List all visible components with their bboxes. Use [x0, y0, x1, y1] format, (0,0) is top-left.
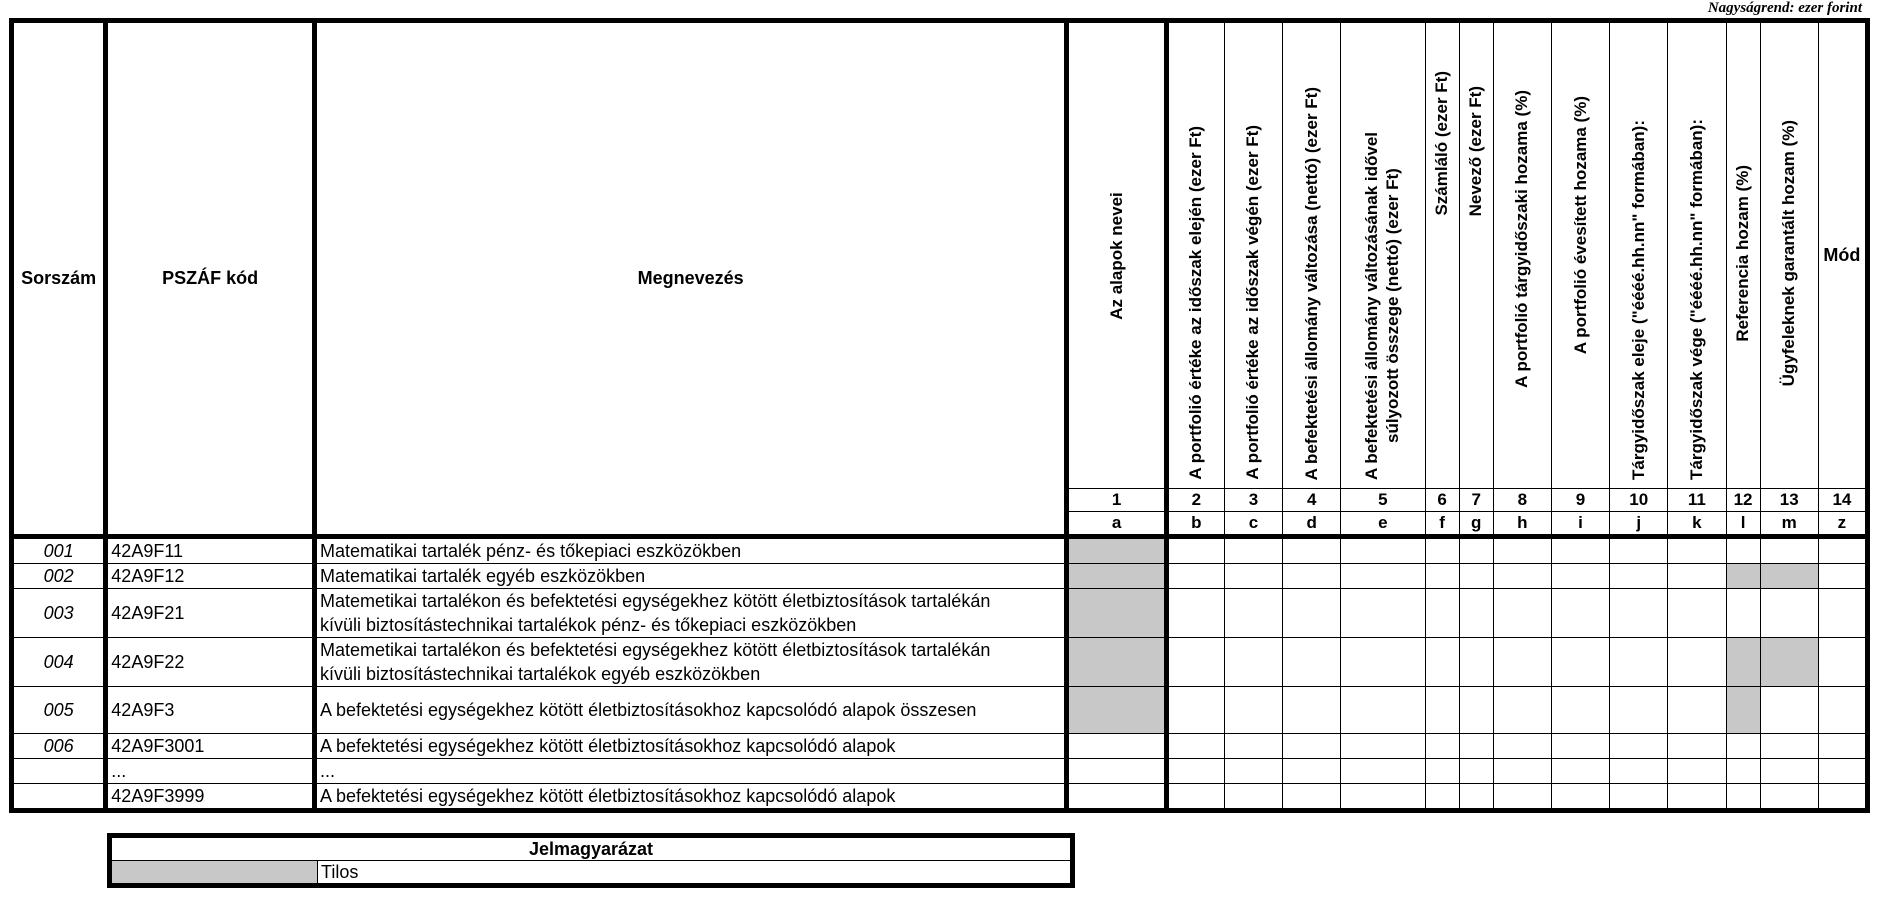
cell-input[interactable] [1224, 734, 1282, 759]
cell-input[interactable] [1610, 564, 1668, 589]
row-nev: ... [314, 759, 1066, 784]
header-col-2: A portfolió értéke az időszak elején (ezer Ft) [1166, 21, 1224, 489]
cell-input[interactable] [1726, 537, 1760, 564]
cell-input[interactable] [1818, 589, 1867, 638]
header-col-13: Ügyfeleknek garantált hozam (%) [1760, 21, 1818, 489]
header-col-7: Nevező (ezer Ft) [1459, 21, 1493, 489]
cell-input[interactable] [1551, 589, 1609, 638]
cell-input[interactable] [1493, 784, 1551, 811]
cell-input[interactable] [1818, 784, 1867, 811]
row-sorszam: 002 [12, 564, 106, 589]
cell-input[interactable] [1610, 687, 1668, 734]
header-col-9: A portfolió évesített hozama (%) [1551, 21, 1609, 489]
cell-input[interactable] [1818, 537, 1867, 564]
cell-input[interactable] [1224, 638, 1282, 687]
cell-input[interactable] [1668, 759, 1726, 784]
col-num-12: 12 [1726, 489, 1760, 512]
cell-input[interactable] [1224, 537, 1282, 564]
cell-input[interactable] [1283, 564, 1341, 589]
row-nev: Matemetikai tartalékon és befektetési egységekhez kötött életbiztosítások tartalékán kívüli biztosítástechnikai tartalékok pénz- és tőkepiaci eszközökben [314, 589, 1066, 638]
cell-input[interactable] [1166, 589, 1224, 638]
header-col-1: Az alapok nevei [1067, 21, 1166, 489]
header-row [12, 21, 1868, 489]
cell-input[interactable] [1459, 537, 1493, 564]
col-letter-8: h [1493, 512, 1551, 537]
row-kod: 42A9F11 [106, 537, 315, 564]
cell-input[interactable] [1760, 589, 1818, 638]
cell-input[interactable] [1067, 784, 1166, 811]
cell-input[interactable] [1551, 564, 1609, 589]
col-letter-4: d [1283, 512, 1341, 537]
cell-input[interactable] [1283, 784, 1341, 811]
row-nev: Matemetikai tartalékon és befektetési egységekhez kötött életbiztosítások tartalékán kívüli biztosítástechnikai tartalékok egyéb eszközökben [314, 638, 1066, 687]
cell-input[interactable] [1668, 638, 1726, 687]
cell-input[interactable] [1493, 537, 1551, 564]
header-sorszam: Sorszám [12, 21, 106, 537]
table-row [12, 687, 1868, 734]
cell-input[interactable] [1610, 537, 1668, 564]
cell-input[interactable] [1760, 784, 1818, 811]
row-kod: 42A9F21 [106, 589, 315, 638]
cell-input[interactable] [1341, 759, 1425, 784]
cell-input[interactable] [1551, 687, 1609, 734]
row-nev: Matematikai tartalék egyéb eszközökben [314, 564, 1066, 589]
cell-input[interactable] [1493, 734, 1551, 759]
cell-input[interactable] [1610, 638, 1668, 687]
col-num-4: 4 [1283, 489, 1341, 512]
row-kod: 42A9F3001 [106, 734, 315, 759]
col-num-6: 6 [1425, 489, 1459, 512]
col-num-3: 3 [1224, 489, 1282, 512]
cell-forbidden [1726, 638, 1760, 687]
header-col-3: A portfolió értéke az időszak végén (ezer Ft) [1224, 21, 1282, 489]
cell-input[interactable] [1493, 564, 1551, 589]
col-letter-7: g [1459, 512, 1493, 537]
col-num-7: 7 [1459, 489, 1493, 512]
col-letter-3: c [1224, 512, 1282, 537]
cell-input[interactable] [1493, 759, 1551, 784]
header-col-6: Számláló (ezer Ft) [1425, 21, 1459, 489]
cell-input[interactable] [1224, 687, 1282, 734]
cell-input[interactable] [1459, 638, 1493, 687]
cell-input[interactable] [1425, 734, 1459, 759]
cell-forbidden [1067, 638, 1166, 687]
header-col-5: A befektetési állomány változásának idővel súlyozott összege (nettó) (ezer Ft) [1341, 21, 1425, 489]
col-num-2: 2 [1166, 489, 1224, 512]
row-nev: A befektetési egységekhez kötött életbiztosításokhoz kapcsolódó alapok összesen [314, 687, 1066, 734]
legend-item-label: Tilos [318, 861, 1073, 886]
cell-input[interactable] [1726, 784, 1760, 811]
cell-input[interactable] [1283, 537, 1341, 564]
row-kod: 42A9F22 [106, 638, 315, 687]
cell-input[interactable] [1818, 734, 1867, 759]
col-letter-2: b [1166, 512, 1224, 537]
cell-input[interactable] [1668, 784, 1726, 811]
cell-input[interactable] [1425, 564, 1459, 589]
cell-input[interactable] [1551, 638, 1609, 687]
cell-input[interactable] [1551, 784, 1609, 811]
legend-table [107, 833, 1075, 888]
cell-input[interactable] [1818, 687, 1867, 734]
header-col-8: A portfolió tárgyidőszaki hozama (%) [1493, 21, 1551, 489]
col-letter-6: f [1425, 512, 1459, 537]
col-letter-12: l [1726, 512, 1760, 537]
cell-forbidden [1726, 687, 1760, 734]
header-col-12: Referencia hozam (%) [1726, 21, 1760, 489]
legend-title: Jelmagyarázat [110, 836, 1073, 861]
table-row [12, 589, 1868, 638]
cell-input[interactable] [1166, 687, 1224, 734]
cell-input[interactable] [1668, 537, 1726, 564]
cell-input[interactable] [1166, 564, 1224, 589]
header-col-10: Tárgyidőszak eleje ("éééé.hh.nn" formában): [1610, 21, 1668, 489]
cell-input[interactable] [1818, 564, 1867, 589]
row-sorszam [12, 784, 106, 811]
header-col-11: Tárgyidőszak vége ("éééé.hh.nn" formában): [1668, 21, 1726, 489]
table-row [12, 784, 1868, 811]
row-kod: 42A9F3999 [106, 784, 315, 811]
cell-input[interactable] [1760, 734, 1818, 759]
cell-input[interactable] [1818, 759, 1867, 784]
cell-input[interactable] [1668, 734, 1726, 759]
cell-input[interactable] [1459, 734, 1493, 759]
row-kod: 42A9F3 [106, 687, 315, 734]
cell-input[interactable] [1760, 537, 1818, 564]
cell-forbidden [1760, 564, 1818, 589]
unit-note: Nagyságrend: ezer forint [1707, 0, 1862, 16]
cell-input[interactable] [1166, 537, 1224, 564]
cell-input[interactable] [1668, 564, 1726, 589]
cell-forbidden [1067, 564, 1166, 589]
cell-input[interactable] [1610, 759, 1668, 784]
table-row [12, 564, 1868, 589]
cell-input[interactable] [1459, 784, 1493, 811]
row-sorszam [12, 759, 106, 784]
cell-input[interactable] [1224, 589, 1282, 638]
row-kod: 42A9F12 [106, 564, 315, 589]
table-row [12, 759, 1868, 784]
legend-gray-swatch [110, 861, 318, 886]
cell-input[interactable] [1067, 759, 1166, 784]
header-megnevezes: Megnevezés [314, 21, 1066, 537]
row-sorszam: 006 [12, 734, 106, 759]
cell-forbidden [1760, 638, 1818, 687]
header-col-4: A befektetési állomány változása (nettó) (ezer Ft) [1283, 21, 1341, 489]
cell-input[interactable] [1760, 687, 1818, 734]
cell-input[interactable] [1610, 589, 1668, 638]
row-nev: A befektetési egységekhez kötött életbiztosításokhoz kapcsolódó alapok [314, 784, 1066, 811]
table-row [12, 537, 1868, 564]
cell-input[interactable] [1493, 638, 1551, 687]
col-num-10: 10 [1610, 489, 1668, 512]
cell-input[interactable] [1668, 687, 1726, 734]
cell-input[interactable] [1341, 734, 1425, 759]
row-kod: ... [106, 759, 315, 784]
table-row [12, 638, 1868, 687]
cell-input[interactable] [1818, 638, 1867, 687]
cell-input[interactable] [1726, 759, 1760, 784]
col-letter-5: e [1341, 512, 1425, 537]
cell-input[interactable] [1341, 537, 1425, 564]
col-num-13: 13 [1760, 489, 1818, 512]
cell-input[interactable] [1459, 564, 1493, 589]
cell-input[interactable] [1166, 638, 1224, 687]
cell-input[interactable] [1224, 564, 1282, 589]
cell-input[interactable] [1493, 687, 1551, 734]
cell-input[interactable] [1760, 759, 1818, 784]
cell-input[interactable] [1166, 734, 1224, 759]
table-row [12, 734, 1868, 759]
cell-input[interactable] [1283, 734, 1341, 759]
header-pszaf-kod: PSZÁF kód [106, 21, 315, 537]
col-num-11: 11 [1668, 489, 1726, 512]
cell-input[interactable] [1166, 784, 1224, 811]
cell-input[interactable] [1459, 687, 1493, 734]
cell-input[interactable] [1551, 759, 1609, 784]
cell-input[interactable] [1283, 759, 1341, 784]
cell-input[interactable] [1726, 734, 1760, 759]
cell-input[interactable] [1341, 589, 1425, 638]
cell-input[interactable] [1067, 734, 1166, 759]
row-sorszam: 004 [12, 638, 106, 687]
cell-input[interactable] [1551, 537, 1609, 564]
cell-input[interactable] [1425, 537, 1459, 564]
cell-input[interactable] [1459, 759, 1493, 784]
row-sorszam: 001 [12, 537, 106, 564]
cell-input[interactable] [1224, 784, 1282, 811]
row-sorszam: 005 [12, 687, 106, 734]
cell-input[interactable] [1166, 759, 1224, 784]
col-letter-13: m [1760, 512, 1818, 537]
cell-input[interactable] [1425, 759, 1459, 784]
col-letter-14: z [1818, 512, 1867, 537]
cell-input[interactable] [1283, 589, 1341, 638]
col-letter-10: j [1610, 512, 1668, 537]
col-num-14: 14 [1818, 489, 1867, 512]
cell-input[interactable] [1425, 638, 1459, 687]
cell-input[interactable] [1341, 687, 1425, 734]
cell-input[interactable] [1425, 589, 1459, 638]
cell-input[interactable] [1341, 564, 1425, 589]
cell-input[interactable] [1341, 638, 1425, 687]
cell-input[interactable] [1283, 638, 1341, 687]
cell-input[interactable] [1283, 687, 1341, 734]
cell-input[interactable] [1610, 784, 1668, 811]
col-letter-9: i [1551, 512, 1609, 537]
col-num-8: 8 [1493, 489, 1551, 512]
row-nev: Matematikai tartalék pénz- és tőkepiaci eszközökben [314, 537, 1066, 564]
cell-forbidden [1726, 564, 1760, 589]
row-nev: A befektetési egységekhez kötött életbiztosításokhoz kapcsolódó alapok [314, 734, 1066, 759]
cell-input[interactable] [1610, 734, 1668, 759]
cell-input[interactable] [1341, 784, 1425, 811]
row-sorszam: 003 [12, 589, 106, 638]
col-num-5: 5 [1341, 489, 1425, 512]
cell-input[interactable] [1726, 589, 1760, 638]
cell-input[interactable] [1668, 589, 1726, 638]
col-letter-11: k [1668, 512, 1726, 537]
cell-input[interactable] [1224, 759, 1282, 784]
col-letter-1: a [1067, 512, 1166, 537]
cell-forbidden [1067, 687, 1166, 734]
col-num-1: 1 [1067, 489, 1166, 512]
cell-input[interactable] [1551, 734, 1609, 759]
cell-input[interactable] [1459, 589, 1493, 638]
col-num-9: 9 [1551, 489, 1609, 512]
header-col-14: Mód [1818, 21, 1867, 489]
cell-input[interactable] [1493, 589, 1551, 638]
cell-forbidden [1067, 537, 1166, 564]
cell-input[interactable] [1425, 784, 1459, 811]
cell-forbidden [1067, 589, 1166, 638]
data-table [9, 18, 1870, 813]
cell-input[interactable] [1425, 687, 1459, 734]
